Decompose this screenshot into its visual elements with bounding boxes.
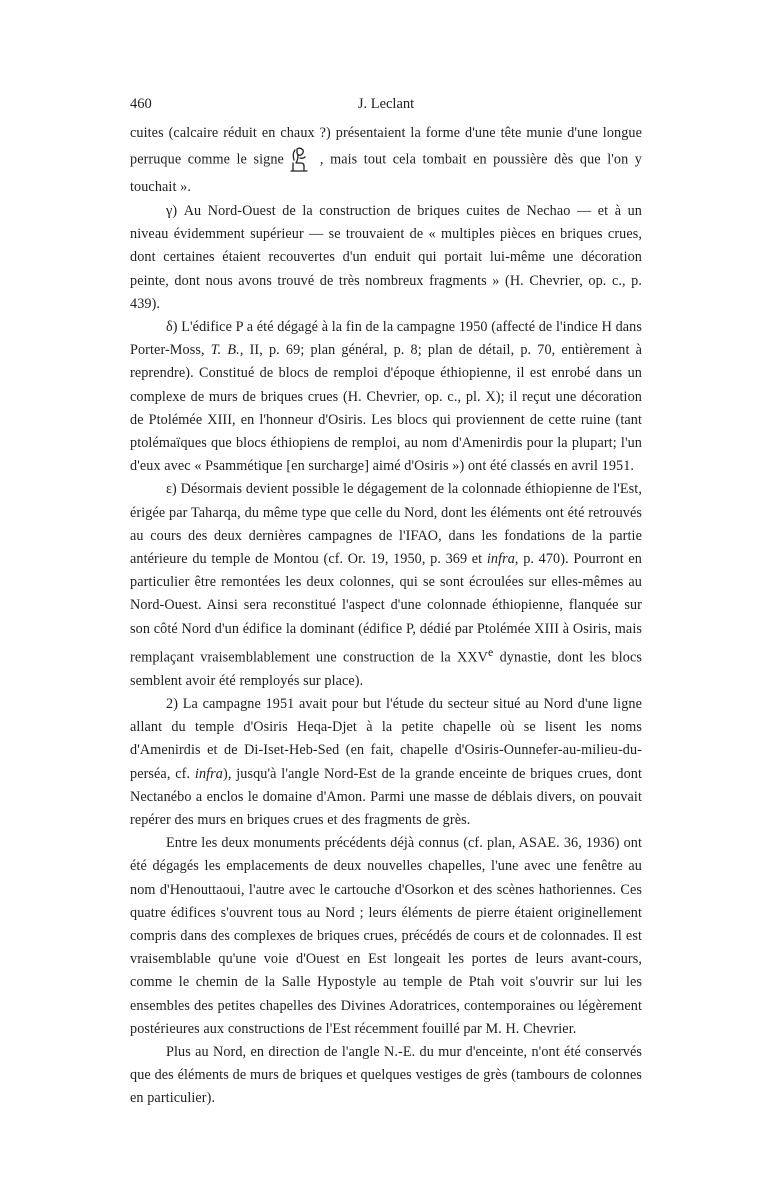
paragraph-3-text-b: p. 470). Pourront en particulier être remontées les deux colonnes, qui se sont écroulées sur elles-mêmes au Nord-Ouest. Ainsi sera reconstitué l'aspect d'une colonnade éthiopienne, flanquée sur son côté Nord d'un édifice la dominant (édifice P, dédié par Ptolémée XIII à Osiris, mais remplaçant vraisemblablement une construction de la XXV — [130, 551, 642, 666]
paragraph-0-text-b: , mais tout cela tombait en poussière dès que l'on y touchait ». — [130, 151, 642, 195]
paragraph-1: γ) Au Nord-Ouest de la construction de briques cuites de Nechao — et à un niveau évidemment supérieur — se trouvaient de « multiples pièces en briques crues, dont certaines étaient recouvertes d'un enduit qui portait lui-même une décoration peinte, dont nous avons trouvé de très nombreux fragments » (H. Chevrier, op. c., p. 439). — [130, 203, 642, 312]
paragraph-6: Plus au Nord, en direction de l'angle N.-E. du mur d'enceinte, n'ont été conservés que des éléments de murs de briques et quelques vestiges de grès (tambours de colonnes en particulier). — [130, 1044, 642, 1107]
paragraph-3-italic: infra, — [486, 551, 519, 568]
paragraph-4-italic: infra — [194, 765, 223, 782]
running-head — [130, 96, 642, 120]
paragraph-4-text-b: ), jusqu'à l'angle Nord-Est de la grande enceinte de briques crues, dont Nectanébo a enclos le domaine d'Amon. Parmi une masse de déblais divers, on pouvait repérer des murs en briques crues et des fragments de grès. — [130, 765, 643, 829]
paragraph-3-text-a: ε) Désormais devient possible le dégagement de la colonnade éthiopienne de l'Est, érigée par Taharqa, du même type que celle du Nord, dont les éléments ont été retrouvés au cours des deux dernières campagnes de l'IFAO, dans les fondations de la partie antérieure du temple de Montou (cf. Or. 19, 1950, p. 369 et — [130, 481, 642, 568]
paragraph-3-superscript: e — [488, 644, 494, 659]
paragraph-3-text-c: dynastie, dont les blocs semblent avoir été remployés sur place). — [130, 649, 642, 689]
paragraph-3 — [130, 478, 642, 693]
paragraph-2-text-a: δ) L'édifice P a été dégagé à la fin de la campagne 1950 (affecté de l'indice H dans Porter-Moss, — [130, 319, 642, 359]
seated-figure-hieroglyph-icon — [288, 146, 310, 174]
paragraph-4 — [130, 693, 642, 832]
running-head-author: J. Leclant — [357, 96, 415, 112]
paragraph-2 — [130, 316, 642, 478]
paragraph-4-text-a: 2) La campagne 1951 avait pour but l'étude du secteur situé au Nord d'une ligne allant du temple d'Osiris Heqa-Djet à la petite chapelle où se lisent les noms d'Amenirdis et de Di-Iset-Heb-Sed (en fait, chapelle d'Osiris-Ounnefer-au-milieu-du-perséa, cf. — [130, 696, 642, 782]
paragraph-0-text-a: cuites (calcaire réduit en chaux ?) présentaient la forme d'une tête munie d'une longue perruque comme le signe — [130, 125, 642, 168]
paragraph-2-text-b: II, p. 69; plan général, p. 8; plan de détail, p. 70, entièrement à reprendre). Constitué de blocs de remploi d'époque éthiopienne, il est enrobé dans un complexe de murs de briques crues (H. Chevrier, op. c., pl. X); il reçut une décoration de Ptolémée XIII, en l'honneur d'Osiris. Les blocs qui proviennent de cette ruine (tant ptolémaïques que blocs éthiopiens de remploi, au nom d'Amenirdis pour la plupart; l'un d'eux avec « Psammétique [en surcharge] aimé d'Osiris ») ont été classés en avril 1951. — [130, 342, 642, 475]
paragraph-5: Entre les deux monuments précédents déjà connus (cf. plan, ASAE. 36, 1936) ont été dégagés les emplacements de deux nouvelles chapelles, l'une avec une fenêtre au nom d'Henouttaoui, l'autre avec le cartouche d'Osorkon et des scènes hathoriennes. Ces quatre édifices s'ouvrent tous au Nord ; leurs éléments de pierre étaient originellement compris dans des complexes de briques crues, précédés de cours et de colonnades. Il est vraisemblable qu'une voie d'Ouest en Est longeait les portes de leurs avant-cours, comme le chemin de la Salle Hypostyle au temple de Ptah voit s'ouvrir sur lui les ensembles des petites chapelles des Divines Adoratrices, contemporaines ou légèrement postérieures aux constructions de l'Est récemment fouillé par M. H. Chevrier. — [130, 835, 642, 1037]
paragraph-0 — [130, 120, 642, 200]
page — [130, 96, 642, 1111]
paragraph-2-italic: T. B., — [210, 342, 244, 359]
body-text — [130, 120, 642, 1111]
page-number: 460 — [130, 96, 152, 112]
